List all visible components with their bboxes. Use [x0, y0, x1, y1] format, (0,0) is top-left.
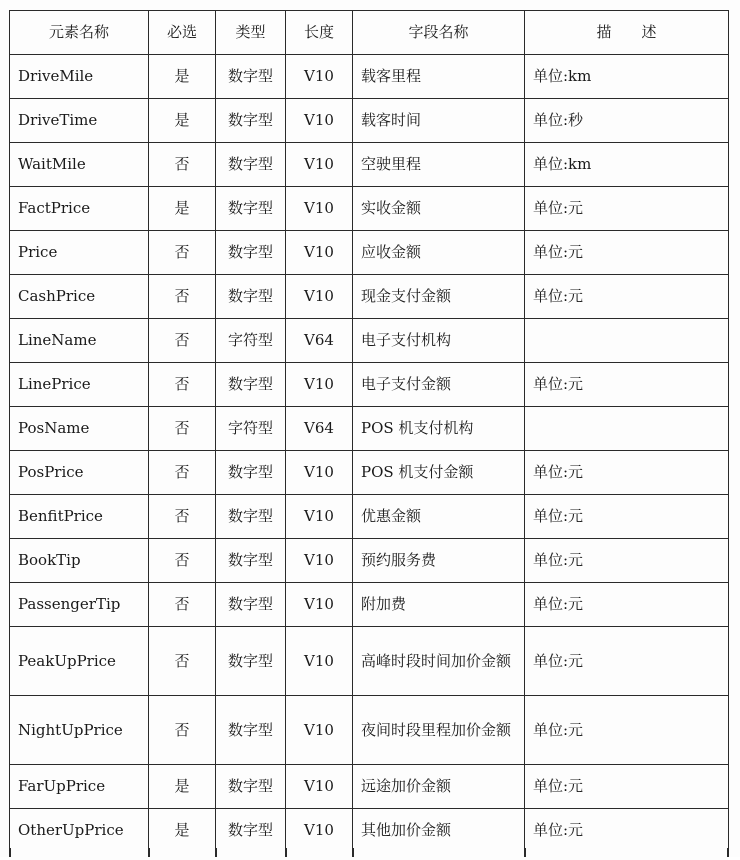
table-continuation-line — [352, 848, 354, 857]
cell-required: 否 — [149, 275, 216, 319]
cell-required: 是 — [149, 99, 216, 143]
cell-description: 单位:元 — [525, 187, 729, 231]
table-continuation-line — [148, 848, 150, 857]
cell-length: V64 — [286, 319, 353, 363]
cell-element-name: BenfitPrice — [10, 495, 149, 539]
cell-required: 否 — [149, 363, 216, 407]
header-description: 描 述 — [525, 11, 729, 55]
cell-description: 单位:元 — [525, 696, 729, 765]
cell-element-name: PassengerTip — [10, 583, 149, 627]
cell-element-name: LinePrice — [10, 363, 149, 407]
table-row — [10, 407, 729, 451]
header-required: 必选 — [149, 11, 216, 55]
header-field-name: 字段名称 — [353, 11, 525, 55]
cell-description: 单位:元 — [525, 231, 729, 275]
cell-length: V10 — [286, 99, 353, 143]
cell-required: 否 — [149, 627, 216, 696]
cell-required: 是 — [149, 55, 216, 99]
cell-required: 否 — [149, 143, 216, 187]
cell-description — [525, 407, 729, 451]
cell-required: 否 — [149, 539, 216, 583]
cell-type: 数字型 — [216, 539, 286, 583]
cell-type: 数字型 — [216, 275, 286, 319]
cell-length: V10 — [286, 765, 353, 809]
cell-required: 是 — [149, 765, 216, 809]
cell-element-name: FactPrice — [10, 187, 149, 231]
field-spec-table — [9, 10, 729, 853]
cell-type: 数字型 — [216, 143, 286, 187]
table-row — [10, 696, 729, 765]
cell-length: V10 — [286, 55, 353, 99]
table-continuation-line — [727, 848, 729, 857]
cell-length: V10 — [286, 696, 353, 765]
cell-length: V10 — [286, 809, 353, 853]
table-row — [10, 143, 729, 187]
cell-element-name: CashPrice — [10, 275, 149, 319]
cell-type: 数字型 — [216, 363, 286, 407]
cell-field-name: 高峰时段时间加价金额 — [353, 627, 525, 696]
cell-field-name: 夜间时段里程加价金额 — [353, 696, 525, 765]
cell-type: 数字型 — [216, 187, 286, 231]
table-row — [10, 231, 729, 275]
cell-element-name: Price — [10, 231, 149, 275]
cell-required: 是 — [149, 809, 216, 853]
cell-field-name: 其他加价金额 — [353, 809, 525, 853]
cell-field-name: 远途加价金额 — [353, 765, 525, 809]
cell-field-name: 电子支付机构 — [353, 319, 525, 363]
cell-description: 单位:元 — [525, 583, 729, 627]
cell-required: 否 — [149, 495, 216, 539]
cell-field-name: POS 机支付机构 — [353, 407, 525, 451]
cell-length: V10 — [286, 495, 353, 539]
cell-field-name: 应收金额 — [353, 231, 525, 275]
table-row — [10, 627, 729, 696]
cell-type: 数字型 — [216, 55, 286, 99]
table-header-row — [10, 11, 729, 55]
cell-type: 数字型 — [216, 627, 286, 696]
cell-element-name: WaitMile — [10, 143, 149, 187]
cell-element-name: FarUpPrice — [10, 765, 149, 809]
table-continuation-line — [524, 848, 526, 857]
cell-element-name: DriveTime — [10, 99, 149, 143]
cell-length: V64 — [286, 407, 353, 451]
cell-field-name: 附加费 — [353, 583, 525, 627]
cell-description: 单位:元 — [525, 627, 729, 696]
cell-type: 数字型 — [216, 765, 286, 809]
cell-required: 否 — [149, 696, 216, 765]
cell-length: V10 — [286, 143, 353, 187]
table-row — [10, 99, 729, 143]
table-row — [10, 187, 729, 231]
cell-type: 字符型 — [216, 319, 286, 363]
table-row — [10, 809, 729, 853]
cell-field-name: 电子支付金额 — [353, 363, 525, 407]
table-row — [10, 319, 729, 363]
cell-length: V10 — [286, 231, 353, 275]
cell-description: 单位:元 — [525, 495, 729, 539]
cell-required: 否 — [149, 231, 216, 275]
cell-description: 单位:km — [525, 55, 729, 99]
cell-description: 单位:元 — [525, 765, 729, 809]
cell-length: V10 — [286, 627, 353, 696]
cell-type: 数字型 — [216, 231, 286, 275]
table-row — [10, 539, 729, 583]
cell-type: 数字型 — [216, 809, 286, 853]
cell-type: 数字型 — [216, 495, 286, 539]
cell-type: 数字型 — [216, 99, 286, 143]
table-row — [10, 583, 729, 627]
cell-required: 否 — [149, 583, 216, 627]
cell-required: 否 — [149, 407, 216, 451]
cell-type: 数字型 — [216, 451, 286, 495]
cell-type: 数字型 — [216, 583, 286, 627]
cell-length: V10 — [286, 539, 353, 583]
cell-field-name: POS 机支付金额 — [353, 451, 525, 495]
cell-description: 单位:km — [525, 143, 729, 187]
cell-element-name: BookTip — [10, 539, 149, 583]
cell-description: 单位:秒 — [525, 99, 729, 143]
table-row — [10, 275, 729, 319]
cell-length: V10 — [286, 187, 353, 231]
table-continuation-line — [285, 848, 287, 857]
cell-length: V10 — [286, 583, 353, 627]
cell-length: V10 — [286, 275, 353, 319]
cell-required: 否 — [149, 319, 216, 363]
cell-required: 否 — [149, 451, 216, 495]
cell-description: 单位:元 — [525, 363, 729, 407]
cell-field-name: 预约服务费 — [353, 539, 525, 583]
cell-required: 是 — [149, 187, 216, 231]
cell-field-name: 载客里程 — [353, 55, 525, 99]
table-continuation-line — [215, 848, 217, 857]
table-continuation-line — [9, 848, 11, 857]
cell-field-name: 现金支付金额 — [353, 275, 525, 319]
table-body — [10, 55, 729, 853]
cell-description: 单位:元 — [525, 539, 729, 583]
header-element-name: 元素名称 — [10, 11, 149, 55]
page-bottom-edge — [9, 848, 728, 860]
cell-element-name: PosPrice — [10, 451, 149, 495]
cell-type: 字符型 — [216, 407, 286, 451]
table-row — [10, 55, 729, 99]
cell-element-name: LineName — [10, 319, 149, 363]
cell-type: 数字型 — [216, 696, 286, 765]
header-type: 类型 — [216, 11, 286, 55]
cell-field-name: 实收金额 — [353, 187, 525, 231]
table-row — [10, 495, 729, 539]
table-row — [10, 451, 729, 495]
table-row — [10, 765, 729, 809]
cell-element-name: PeakUpPrice — [10, 627, 149, 696]
cell-field-name: 优惠金额 — [353, 495, 525, 539]
table-row — [10, 363, 729, 407]
cell-description: 单位:元 — [525, 275, 729, 319]
cell-element-name: PosName — [10, 407, 149, 451]
header-length: 长度 — [286, 11, 353, 55]
cell-description: 单位:元 — [525, 451, 729, 495]
cell-element-name: OtherUpPrice — [10, 809, 149, 853]
cell-field-name: 空驶里程 — [353, 143, 525, 187]
cell-length: V10 — [286, 451, 353, 495]
cell-field-name: 载客时间 — [353, 99, 525, 143]
cell-element-name: NightUpPrice — [10, 696, 149, 765]
cell-description: 单位:元 — [525, 809, 729, 853]
cell-element-name: DriveMile — [10, 55, 149, 99]
cell-length: V10 — [286, 363, 353, 407]
cell-description — [525, 319, 729, 363]
